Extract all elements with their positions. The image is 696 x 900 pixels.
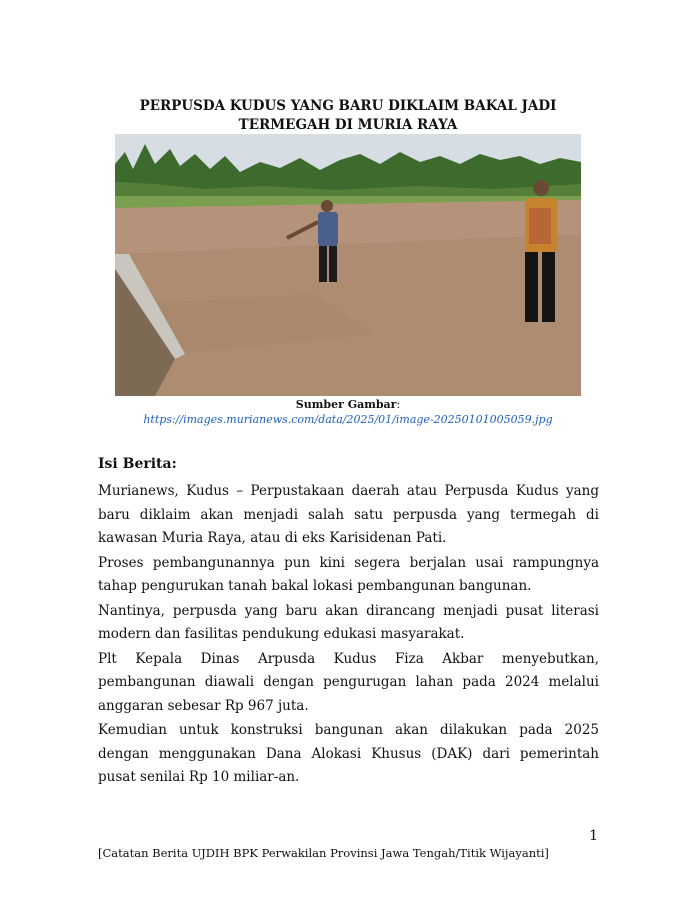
paragraph: Proses pembangunannya pun kini segera berjalan usai rampungnya tahap pengurukan tanah bakal lokasi pembangunan bangunan. [98, 554, 599, 594]
page-number: 1 [589, 828, 598, 844]
paragraph: Murianews, Kudus – Perpustakaan daerah atau Perpusda Kudus yang baru diklaim akan menjadi salah satu perpusda yang termegah di kawasan Muria Raya, atau di eks Karisidenan Pati. [98, 483, 599, 546]
paragraph: Kemudian untuk konstruksi bangunan akan dilakukan pada 2025 dengan menggunakan Dana Alokasi Khusus (DAK) dari pemerintah pusat senilai Rp 10 miliar-an. [98, 722, 599, 785]
paragraph: Nantinya, perpusda yang baru akan dirancang menjadi pusat literasi modern dan fasilitas pendukung edukasi masyarakat. [98, 602, 599, 642]
article-photo [115, 134, 581, 396]
article-title: PERPUSDA KUDUS YANG BARU DIKLAIM BAKAL JADI TERMEGAH DI MURIA RAYA [139, 98, 557, 133]
article-body [98, 480, 599, 791]
caption-colon: : [396, 398, 401, 411]
section-heading: Isi Berita: [98, 456, 177, 472]
footer-note: [Catatan Berita UJDIH BPK Perwakilan Provinsi Jawa Tengah/Titik Wijayanti] [98, 846, 549, 860]
photo-caption [98, 397, 598, 427]
paragraph: Plt Kepala Dinas Arpusda Kudus Fiza Akbar menyebutkan, pembangunan diawali dengan pengurugan lahan pada 2024 melalui anggaran sebesar Rp 967 juta. [98, 650, 599, 714]
caption-label: Sumber Gambar [295, 398, 397, 411]
caption-source-link[interactable]: https://images.murianews.com/data/2025/01/image-20250101005059.jpg [143, 413, 553, 426]
